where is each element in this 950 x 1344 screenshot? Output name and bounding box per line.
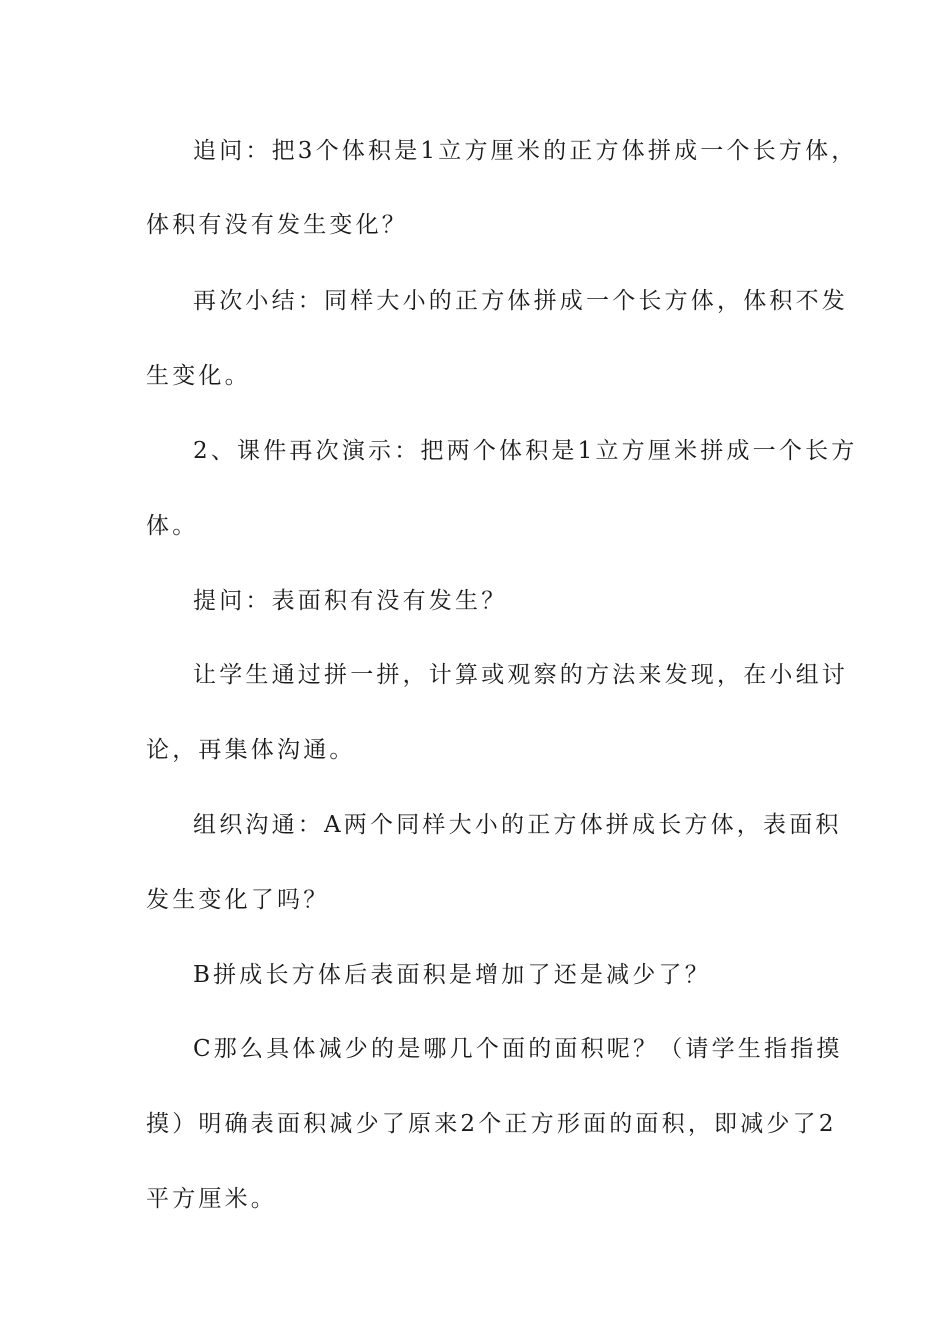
paragraph-line: C那么具体减少的是哪几个面的面积呢？（请学生指指摸 [193,1036,843,1062]
paragraph-line: 体积有没有发生变化？ [146,212,408,238]
paragraph-line: 让学生通过拼一拼，计算或观察的方法来发现，在小组讨 [193,662,848,688]
paragraph-line: 提问：表面积有没有发生？ [193,588,508,614]
paragraph-line: 组织沟通：A两个同样大小的正方体拼成长方体，表面积 [193,812,842,838]
paragraph-line: B拼成长方体后表面积是增加了还是减少了？ [193,962,711,988]
paragraph-line: 追问：把3个体积是1立方厘米的正方体拼成一个长方体， [193,138,858,164]
paragraph-line: 再次小结：同样大小的正方体拼成一个长方体，体积不发 [193,288,848,314]
paragraph-line: 论，再集体沟通。 [146,737,356,763]
paragraph-line: 平方厘米。 [146,1186,277,1212]
paragraph-line: 摸）明确表面积减少了原来2个正方形面的面积，即减少了2 [146,1111,837,1137]
paragraph-line: 体。 [146,513,199,539]
paragraph-line: 2、课件再次演示：把两个体积是1立方厘米拼成一个长方 [193,438,858,464]
paragraph-line: 生变化。 [146,363,251,389]
paragraph-line: 发生变化了吗？ [146,887,330,913]
